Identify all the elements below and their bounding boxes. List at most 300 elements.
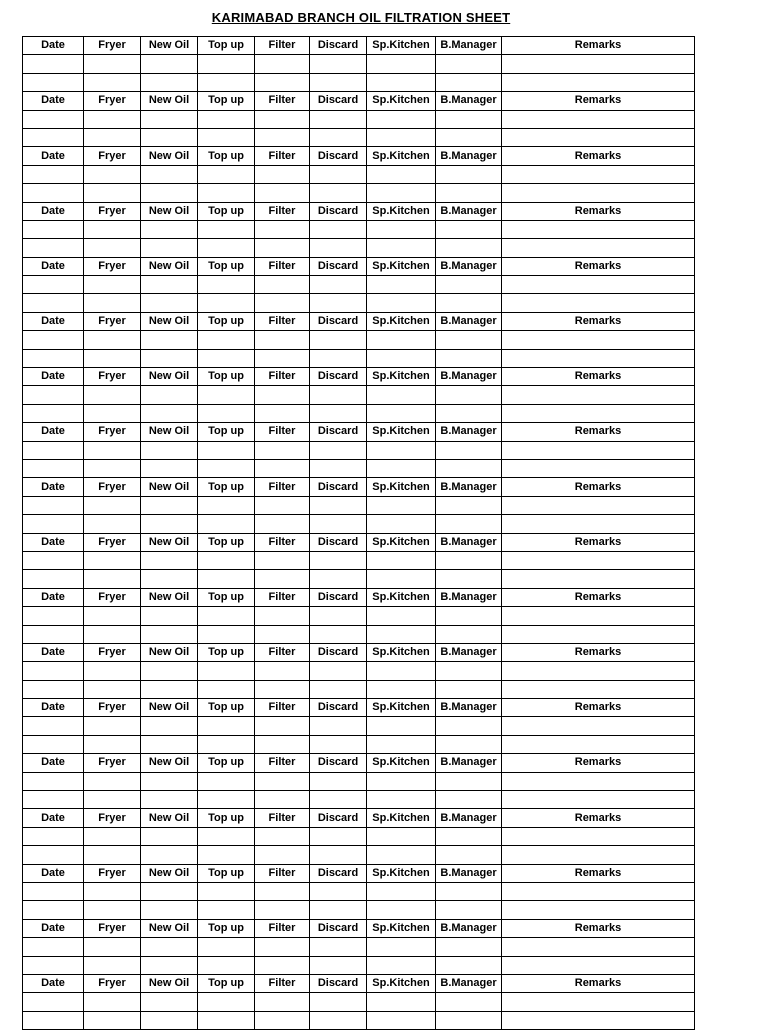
entry-cell[interactable] — [84, 73, 141, 91]
entry-cell[interactable] — [310, 680, 367, 698]
entry-cell[interactable] — [310, 404, 367, 422]
entry-cell[interactable] — [255, 184, 310, 202]
entry-cell[interactable] — [84, 331, 141, 349]
entry-cell[interactable] — [141, 938, 198, 956]
entry-cell[interactable] — [310, 496, 367, 514]
entry-cell[interactable] — [141, 846, 198, 864]
entry-cell[interactable] — [436, 73, 502, 91]
entry-cell[interactable] — [23, 128, 84, 146]
entry-cell[interactable] — [141, 735, 198, 753]
entry-cell[interactable] — [367, 276, 436, 294]
entry-cell[interactable] — [255, 791, 310, 809]
entry-cell[interactable] — [198, 441, 255, 459]
entry-cell[interactable] — [367, 846, 436, 864]
entry-cell[interactable] — [310, 956, 367, 974]
entry-cell[interactable] — [84, 772, 141, 790]
entry-cell[interactable] — [502, 496, 695, 514]
entry-cell[interactable] — [84, 294, 141, 312]
entry-cell[interactable] — [23, 607, 84, 625]
entry-cell[interactable] — [23, 496, 84, 514]
entry-cell[interactable] — [436, 294, 502, 312]
entry-cell[interactable] — [141, 404, 198, 422]
entry-cell[interactable] — [84, 846, 141, 864]
entry-cell[interactable] — [310, 441, 367, 459]
entry-cell[interactable] — [502, 882, 695, 900]
entry-cell[interactable] — [198, 331, 255, 349]
entry-cell[interactable] — [367, 386, 436, 404]
entry-cell[interactable] — [198, 827, 255, 845]
entry-cell[interactable] — [23, 459, 84, 477]
entry-cell[interactable] — [255, 993, 310, 1011]
entry-cell[interactable] — [502, 551, 695, 569]
entry-cell[interactable] — [502, 404, 695, 422]
entry-cell[interactable] — [436, 165, 502, 183]
entry-cell[interactable] — [502, 276, 695, 294]
entry-cell[interactable] — [436, 717, 502, 735]
entry-cell[interactable] — [502, 662, 695, 680]
entry-cell[interactable] — [310, 846, 367, 864]
entry-cell[interactable] — [255, 938, 310, 956]
entry-cell[interactable] — [436, 901, 502, 919]
entry-cell[interactable] — [310, 901, 367, 919]
entry-cell[interactable] — [310, 349, 367, 367]
entry-cell[interactable] — [436, 349, 502, 367]
entry-cell[interactable] — [141, 791, 198, 809]
entry-cell[interactable] — [367, 882, 436, 900]
entry-cell[interactable] — [255, 294, 310, 312]
entry-cell[interactable] — [84, 276, 141, 294]
entry-cell[interactable] — [310, 165, 367, 183]
entry-cell[interactable] — [84, 110, 141, 128]
entry-cell[interactable] — [84, 165, 141, 183]
entry-cell[interactable] — [141, 128, 198, 146]
entry-cell[interactable] — [436, 404, 502, 422]
entry-cell[interactable] — [310, 882, 367, 900]
entry-cell[interactable] — [23, 404, 84, 422]
entry-cell[interactable] — [141, 901, 198, 919]
entry-cell[interactable] — [198, 404, 255, 422]
entry-cell[interactable] — [502, 607, 695, 625]
entry-cell[interactable] — [141, 680, 198, 698]
entry-cell[interactable] — [502, 349, 695, 367]
entry-cell[interactable] — [198, 515, 255, 533]
entry-cell[interactable] — [23, 110, 84, 128]
entry-cell[interactable] — [367, 1011, 436, 1029]
entry-cell[interactable] — [84, 551, 141, 569]
entry-cell[interactable] — [23, 901, 84, 919]
entry-cell[interactable] — [141, 386, 198, 404]
entry-cell[interactable] — [502, 846, 695, 864]
entry-cell[interactable] — [310, 772, 367, 790]
entry-cell[interactable] — [198, 680, 255, 698]
entry-cell[interactable] — [198, 1011, 255, 1029]
entry-cell[interactable] — [310, 220, 367, 238]
entry-cell[interactable] — [367, 349, 436, 367]
entry-cell[interactable] — [141, 110, 198, 128]
entry-cell[interactable] — [84, 717, 141, 735]
entry-cell[interactable] — [367, 735, 436, 753]
entry-cell[interactable] — [367, 680, 436, 698]
entry-cell[interactable] — [255, 607, 310, 625]
entry-cell[interactable] — [84, 791, 141, 809]
entry-cell[interactable] — [23, 956, 84, 974]
entry-cell[interactable] — [255, 55, 310, 73]
entry-cell[interactable] — [367, 73, 436, 91]
entry-cell[interactable] — [84, 625, 141, 643]
entry-cell[interactable] — [198, 901, 255, 919]
entry-cell[interactable] — [141, 882, 198, 900]
entry-cell[interactable] — [255, 772, 310, 790]
entry-cell[interactable] — [436, 239, 502, 257]
entry-cell[interactable] — [436, 1011, 502, 1029]
entry-cell[interactable] — [141, 220, 198, 238]
entry-cell[interactable] — [84, 938, 141, 956]
entry-cell[interactable] — [84, 496, 141, 514]
entry-cell[interactable] — [502, 128, 695, 146]
entry-cell[interactable] — [141, 165, 198, 183]
entry-cell[interactable] — [84, 956, 141, 974]
entry-cell[interactable] — [23, 993, 84, 1011]
entry-cell[interactable] — [198, 220, 255, 238]
entry-cell[interactable] — [141, 607, 198, 625]
entry-cell[interactable] — [367, 294, 436, 312]
entry-cell[interactable] — [310, 717, 367, 735]
entry-cell[interactable] — [84, 735, 141, 753]
entry-cell[interactable] — [84, 901, 141, 919]
entry-cell[interactable] — [255, 276, 310, 294]
entry-cell[interactable] — [84, 680, 141, 698]
entry-cell[interactable] — [255, 128, 310, 146]
entry-cell[interactable] — [367, 827, 436, 845]
entry-cell[interactable] — [502, 73, 695, 91]
entry-cell[interactable] — [198, 55, 255, 73]
entry-cell[interactable] — [502, 386, 695, 404]
entry-cell[interactable] — [23, 1011, 84, 1029]
entry-cell[interactable] — [84, 827, 141, 845]
entry-cell[interactable] — [23, 386, 84, 404]
entry-cell[interactable] — [23, 735, 84, 753]
entry-cell[interactable] — [255, 331, 310, 349]
entry-cell[interactable] — [255, 110, 310, 128]
entry-cell[interactable] — [310, 735, 367, 753]
entry-cell[interactable] — [310, 662, 367, 680]
entry-cell[interactable] — [141, 276, 198, 294]
entry-cell[interactable] — [84, 128, 141, 146]
entry-cell[interactable] — [23, 827, 84, 845]
entry-cell[interactable] — [436, 625, 502, 643]
entry-cell[interactable] — [255, 220, 310, 238]
entry-cell[interactable] — [198, 496, 255, 514]
entry-cell[interactable] — [502, 772, 695, 790]
entry-cell[interactable] — [436, 459, 502, 477]
entry-cell[interactable] — [23, 625, 84, 643]
entry-cell[interactable] — [84, 515, 141, 533]
entry-cell[interactable] — [141, 515, 198, 533]
entry-cell[interactable] — [367, 459, 436, 477]
entry-cell[interactable] — [436, 680, 502, 698]
entry-cell[interactable] — [367, 717, 436, 735]
entry-cell[interactable] — [198, 459, 255, 477]
entry-cell[interactable] — [255, 73, 310, 91]
entry-cell[interactable] — [141, 717, 198, 735]
entry-cell[interactable] — [310, 276, 367, 294]
entry-cell[interactable] — [367, 570, 436, 588]
entry-cell[interactable] — [436, 331, 502, 349]
entry-cell[interactable] — [310, 331, 367, 349]
entry-cell[interactable] — [141, 1011, 198, 1029]
entry-cell[interactable] — [255, 239, 310, 257]
entry-cell[interactable] — [436, 735, 502, 753]
entry-cell[interactable] — [367, 993, 436, 1011]
entry-cell[interactable] — [367, 165, 436, 183]
entry-cell[interactable] — [310, 184, 367, 202]
entry-cell[interactable] — [436, 993, 502, 1011]
entry-cell[interactable] — [198, 846, 255, 864]
entry-cell[interactable] — [255, 717, 310, 735]
entry-cell[interactable] — [198, 73, 255, 91]
entry-cell[interactable] — [502, 220, 695, 238]
entry-cell[interactable] — [367, 55, 436, 73]
entry-cell[interactable] — [367, 220, 436, 238]
entry-cell[interactable] — [255, 404, 310, 422]
entry-cell[interactable] — [310, 1011, 367, 1029]
entry-cell[interactable] — [23, 882, 84, 900]
entry-cell[interactable] — [255, 827, 310, 845]
entry-cell[interactable] — [436, 55, 502, 73]
entry-cell[interactable] — [84, 404, 141, 422]
entry-cell[interactable] — [255, 735, 310, 753]
entry-cell[interactable] — [436, 184, 502, 202]
entry-cell[interactable] — [367, 441, 436, 459]
entry-cell[interactable] — [436, 607, 502, 625]
entry-cell[interactable] — [198, 570, 255, 588]
entry-cell[interactable] — [198, 239, 255, 257]
entry-cell[interactable] — [502, 993, 695, 1011]
entry-cell[interactable] — [198, 128, 255, 146]
entry-cell[interactable] — [23, 791, 84, 809]
entry-cell[interactable] — [23, 165, 84, 183]
entry-cell[interactable] — [310, 73, 367, 91]
entry-cell[interactable] — [255, 662, 310, 680]
entry-cell[interactable] — [367, 772, 436, 790]
entry-cell[interactable] — [23, 55, 84, 73]
entry-cell[interactable] — [141, 239, 198, 257]
entry-cell[interactable] — [255, 459, 310, 477]
entry-cell[interactable] — [255, 680, 310, 698]
entry-cell[interactable] — [367, 110, 436, 128]
entry-cell[interactable] — [84, 386, 141, 404]
entry-cell[interactable] — [502, 938, 695, 956]
entry-cell[interactable] — [23, 515, 84, 533]
entry-cell[interactable] — [367, 239, 436, 257]
entry-cell[interactable] — [436, 956, 502, 974]
entry-cell[interactable] — [310, 459, 367, 477]
entry-cell[interactable] — [502, 625, 695, 643]
entry-cell[interactable] — [23, 846, 84, 864]
entry-cell[interactable] — [502, 441, 695, 459]
entry-cell[interactable] — [367, 938, 436, 956]
entry-cell[interactable] — [141, 956, 198, 974]
entry-cell[interactable] — [23, 551, 84, 569]
entry-cell[interactable] — [502, 110, 695, 128]
entry-cell[interactable] — [436, 441, 502, 459]
entry-cell[interactable] — [84, 349, 141, 367]
entry-cell[interactable] — [502, 680, 695, 698]
entry-cell[interactable] — [367, 625, 436, 643]
entry-cell[interactable] — [23, 73, 84, 91]
entry-cell[interactable] — [502, 735, 695, 753]
entry-cell[interactable] — [310, 570, 367, 588]
entry-cell[interactable] — [23, 184, 84, 202]
entry-cell[interactable] — [141, 551, 198, 569]
entry-cell[interactable] — [255, 901, 310, 919]
entry-cell[interactable] — [141, 441, 198, 459]
entry-cell[interactable] — [310, 791, 367, 809]
entry-cell[interactable] — [255, 846, 310, 864]
entry-cell[interactable] — [502, 55, 695, 73]
entry-cell[interactable] — [255, 882, 310, 900]
entry-cell[interactable] — [23, 570, 84, 588]
entry-cell[interactable] — [502, 331, 695, 349]
entry-cell[interactable] — [198, 349, 255, 367]
entry-cell[interactable] — [436, 570, 502, 588]
entry-cell[interactable] — [255, 165, 310, 183]
entry-cell[interactable] — [84, 1011, 141, 1029]
entry-cell[interactable] — [198, 993, 255, 1011]
entry-cell[interactable] — [367, 496, 436, 514]
entry-cell[interactable] — [367, 515, 436, 533]
entry-cell[interactable] — [502, 165, 695, 183]
entry-cell[interactable] — [23, 220, 84, 238]
entry-cell[interactable] — [198, 791, 255, 809]
entry-cell[interactable] — [84, 459, 141, 477]
entry-cell[interactable] — [198, 184, 255, 202]
entry-cell[interactable] — [141, 662, 198, 680]
entry-cell[interactable] — [23, 772, 84, 790]
entry-cell[interactable] — [436, 662, 502, 680]
entry-cell[interactable] — [310, 110, 367, 128]
entry-cell[interactable] — [198, 938, 255, 956]
entry-cell[interactable] — [502, 294, 695, 312]
entry-cell[interactable] — [84, 570, 141, 588]
entry-cell[interactable] — [255, 625, 310, 643]
entry-cell[interactable] — [502, 515, 695, 533]
entry-cell[interactable] — [255, 1011, 310, 1029]
entry-cell[interactable] — [84, 184, 141, 202]
entry-cell[interactable] — [23, 717, 84, 735]
entry-cell[interactable] — [436, 496, 502, 514]
entry-cell[interactable] — [502, 827, 695, 845]
entry-cell[interactable] — [198, 882, 255, 900]
entry-cell[interactable] — [255, 515, 310, 533]
entry-cell[interactable] — [367, 404, 436, 422]
entry-cell[interactable] — [436, 386, 502, 404]
entry-cell[interactable] — [310, 938, 367, 956]
entry-cell[interactable] — [255, 441, 310, 459]
entry-cell[interactable] — [84, 220, 141, 238]
entry-cell[interactable] — [198, 607, 255, 625]
entry-cell[interactable] — [141, 570, 198, 588]
entry-cell[interactable] — [502, 184, 695, 202]
entry-cell[interactable] — [23, 938, 84, 956]
entry-cell[interactable] — [141, 496, 198, 514]
entry-cell[interactable] — [23, 276, 84, 294]
entry-cell[interactable] — [141, 55, 198, 73]
entry-cell[interactable] — [198, 717, 255, 735]
entry-cell[interactable] — [23, 239, 84, 257]
entry-cell[interactable] — [255, 496, 310, 514]
entry-cell[interactable] — [436, 772, 502, 790]
entry-cell[interactable] — [310, 515, 367, 533]
entry-cell[interactable] — [84, 882, 141, 900]
entry-cell[interactable] — [198, 662, 255, 680]
entry-cell[interactable] — [310, 551, 367, 569]
entry-cell[interactable] — [436, 551, 502, 569]
entry-cell[interactable] — [310, 386, 367, 404]
entry-cell[interactable] — [255, 956, 310, 974]
entry-cell[interactable] — [310, 625, 367, 643]
entry-cell[interactable] — [367, 662, 436, 680]
entry-cell[interactable] — [436, 827, 502, 845]
entry-cell[interactable] — [367, 791, 436, 809]
entry-cell[interactable] — [310, 128, 367, 146]
entry-cell[interactable] — [255, 386, 310, 404]
entry-cell[interactable] — [255, 349, 310, 367]
entry-cell[interactable] — [255, 551, 310, 569]
entry-cell[interactable] — [367, 956, 436, 974]
entry-cell[interactable] — [198, 276, 255, 294]
entry-cell[interactable] — [198, 165, 255, 183]
entry-cell[interactable] — [502, 791, 695, 809]
entry-cell[interactable] — [198, 294, 255, 312]
entry-cell[interactable] — [141, 184, 198, 202]
entry-cell[interactable] — [436, 791, 502, 809]
entry-cell[interactable] — [310, 993, 367, 1011]
entry-cell[interactable] — [198, 735, 255, 753]
entry-cell[interactable] — [502, 956, 695, 974]
entry-cell[interactable] — [141, 349, 198, 367]
entry-cell[interactable] — [198, 551, 255, 569]
entry-cell[interactable] — [23, 680, 84, 698]
entry-cell[interactable] — [502, 239, 695, 257]
entry-cell[interactable] — [141, 294, 198, 312]
entry-cell[interactable] — [502, 570, 695, 588]
entry-cell[interactable] — [84, 607, 141, 625]
entry-cell[interactable] — [198, 625, 255, 643]
entry-cell[interactable] — [141, 459, 198, 477]
entry-cell[interactable] — [436, 220, 502, 238]
entry-cell[interactable] — [310, 239, 367, 257]
entry-cell[interactable] — [367, 331, 436, 349]
entry-cell[interactable] — [141, 827, 198, 845]
entry-cell[interactable] — [367, 901, 436, 919]
entry-cell[interactable] — [23, 662, 84, 680]
entry-cell[interactable] — [84, 239, 141, 257]
entry-cell[interactable] — [198, 772, 255, 790]
entry-cell[interactable] — [310, 827, 367, 845]
entry-cell[interactable] — [141, 331, 198, 349]
entry-cell[interactable] — [502, 717, 695, 735]
entry-cell[interactable] — [23, 294, 84, 312]
entry-cell[interactable] — [141, 73, 198, 91]
entry-cell[interactable] — [310, 294, 367, 312]
entry-cell[interactable] — [436, 128, 502, 146]
entry-cell[interactable] — [367, 128, 436, 146]
entry-cell[interactable] — [141, 625, 198, 643]
entry-cell[interactable] — [436, 882, 502, 900]
entry-cell[interactable] — [310, 607, 367, 625]
entry-cell[interactable] — [367, 551, 436, 569]
